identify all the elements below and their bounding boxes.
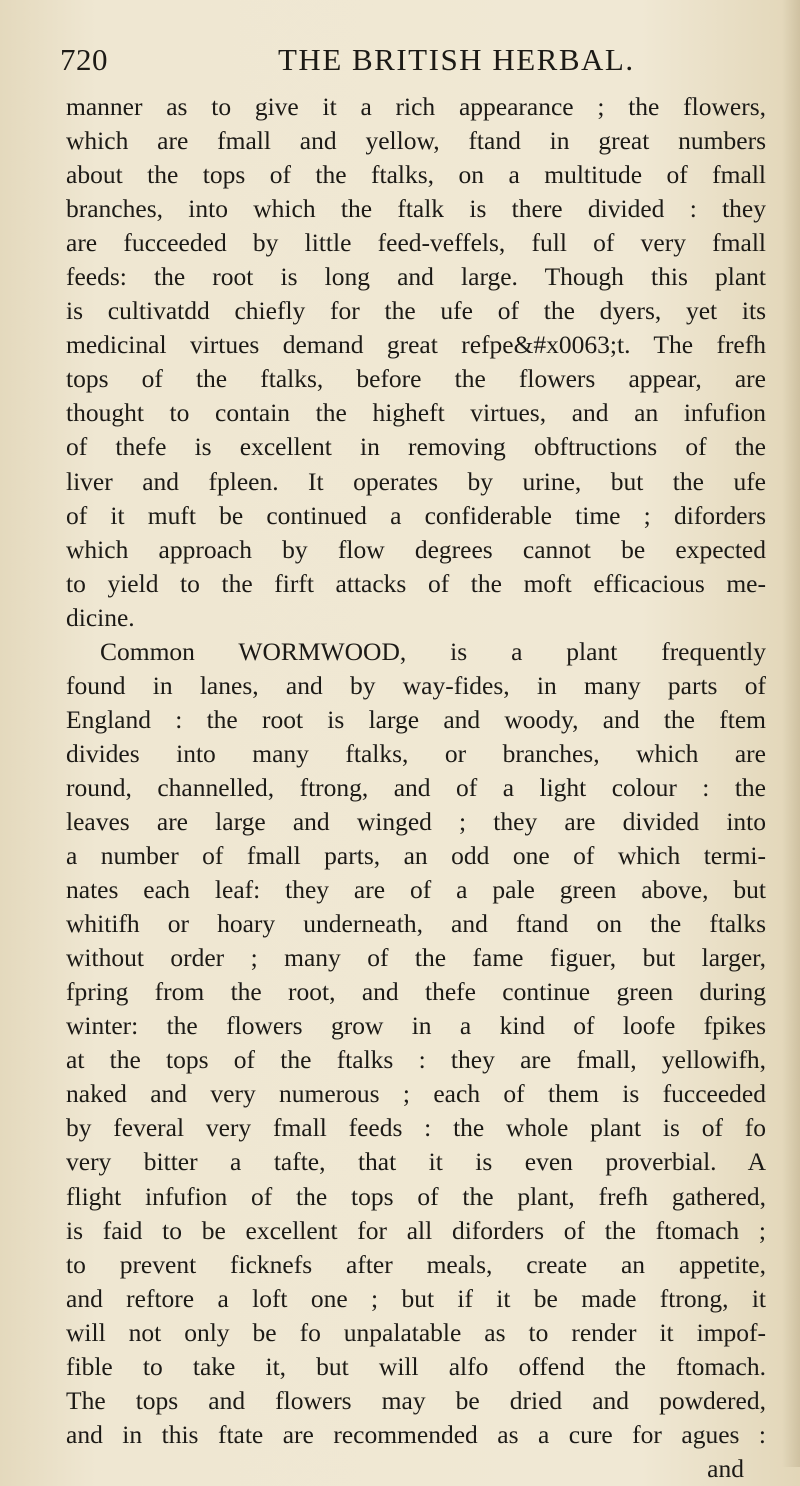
text-line: is cultivatdd chiefly for the ufe of the dyers, yet its	[66, 296, 766, 326]
text-line: liver and fpleen. It operates by urine, but the ufe	[66, 466, 766, 496]
text-line: very bitter a tafte, that it is even proverbial. A	[66, 1147, 766, 1177]
page-header	[56, 42, 776, 86]
text-line: to yield to the firft attacks of the moft efficacious me-	[66, 568, 766, 598]
text-line: medicinal virtues demand great refpe&#x0063;t. The frefh	[66, 330, 766, 360]
text-line: which approach by flow degrees cannot be expected	[66, 534, 766, 564]
text-line: and in this ftate are recommended as a cure for agues :	[66, 1419, 766, 1449]
text-line: naked and very numerous ; each of them is fucceeded	[66, 1079, 766, 1109]
text-line: nates each leaf: they are of a pale green above, but	[66, 875, 766, 905]
text-line: divides into many ftalks, or branches, which are	[66, 738, 766, 768]
text-line: to prevent ficknefs after meals, create an appetite,	[66, 1249, 766, 1279]
text-line: and reftore a loft one ; but if it be made ftrong, it	[66, 1283, 766, 1313]
body-text	[66, 90, 766, 1486]
text-line: dicine.	[66, 602, 135, 632]
text-line: The tops and flowers may be dried and powdered,	[66, 1385, 766, 1415]
text-line: whitifh or hoary underneath, and ftand on the ftalks	[66, 909, 766, 939]
text-line: tops of the ftalks, before the flowers appear, are	[66, 364, 766, 394]
text-line: found in lanes, and by way-fides, in many parts of	[66, 670, 766, 700]
text-line: which are fmall and yellow, ftand in great numbers	[66, 126, 766, 156]
text-line: are fucceeded by little feed-veffels, full of very fmall	[66, 228, 766, 258]
text-line: is faid to be excellent for all diforders of the ftomach ;	[66, 1215, 766, 1245]
text-line: Common WORMWOOD, is a plant frequently	[100, 636, 766, 666]
text-line: fible to take it, but will alfo offend the ftomach.	[66, 1351, 766, 1381]
page-edge-shadow	[782, 0, 800, 1467]
text-line: round, channelled, ftrong, and of a light colour : the	[66, 772, 766, 802]
catchword: and	[707, 1453, 744, 1483]
text-line: of it muft be continued a confiderable time ; diforders	[66, 500, 766, 530]
text-line: about the tops of the ftalks, on a multitude of fmall	[66, 160, 766, 190]
text-line: manner as to give it a rich appearance ; the flowers,	[66, 92, 766, 121]
text-line: flight infufion of the tops of the plant, frefh gathered,	[66, 1181, 766, 1211]
text-line: winter: the flowers grow in a kind of loofe fpikes	[66, 1011, 766, 1041]
running-head: THE BRITISH HERBAL.	[278, 42, 635, 77]
page-number: 720	[60, 42, 108, 77]
text-line: by feveral very fmall feeds : the whole plant is of fo	[66, 1113, 766, 1143]
text-line: leaves are large and winged ; they are divided into	[66, 806, 766, 836]
text-line: at the tops of the ftalks : they are fmall, yellowifh,	[66, 1045, 766, 1075]
text-line: England : the root is large and woody, and the ftem	[66, 704, 766, 734]
text-line: branches, into which the ftalk is there divided : they	[66, 194, 766, 224]
text-line: thought to contain the higheft virtues, and an infufion	[66, 398, 766, 428]
text-line: a number of fmall parts, an odd one of which termi-	[66, 841, 766, 871]
text-line: feeds: the root is long and large. Though this plant	[66, 262, 766, 292]
text-line: fpring from the root, and thefe continue green during	[66, 977, 766, 1007]
text-line: will not only be fo unpalatable as to render it impof-	[66, 1317, 766, 1347]
text-line: of thefe is excellent in removing obftructions of the	[66, 432, 766, 462]
text-line: without order ; many of the fame figuer, but larger,	[66, 943, 766, 973]
